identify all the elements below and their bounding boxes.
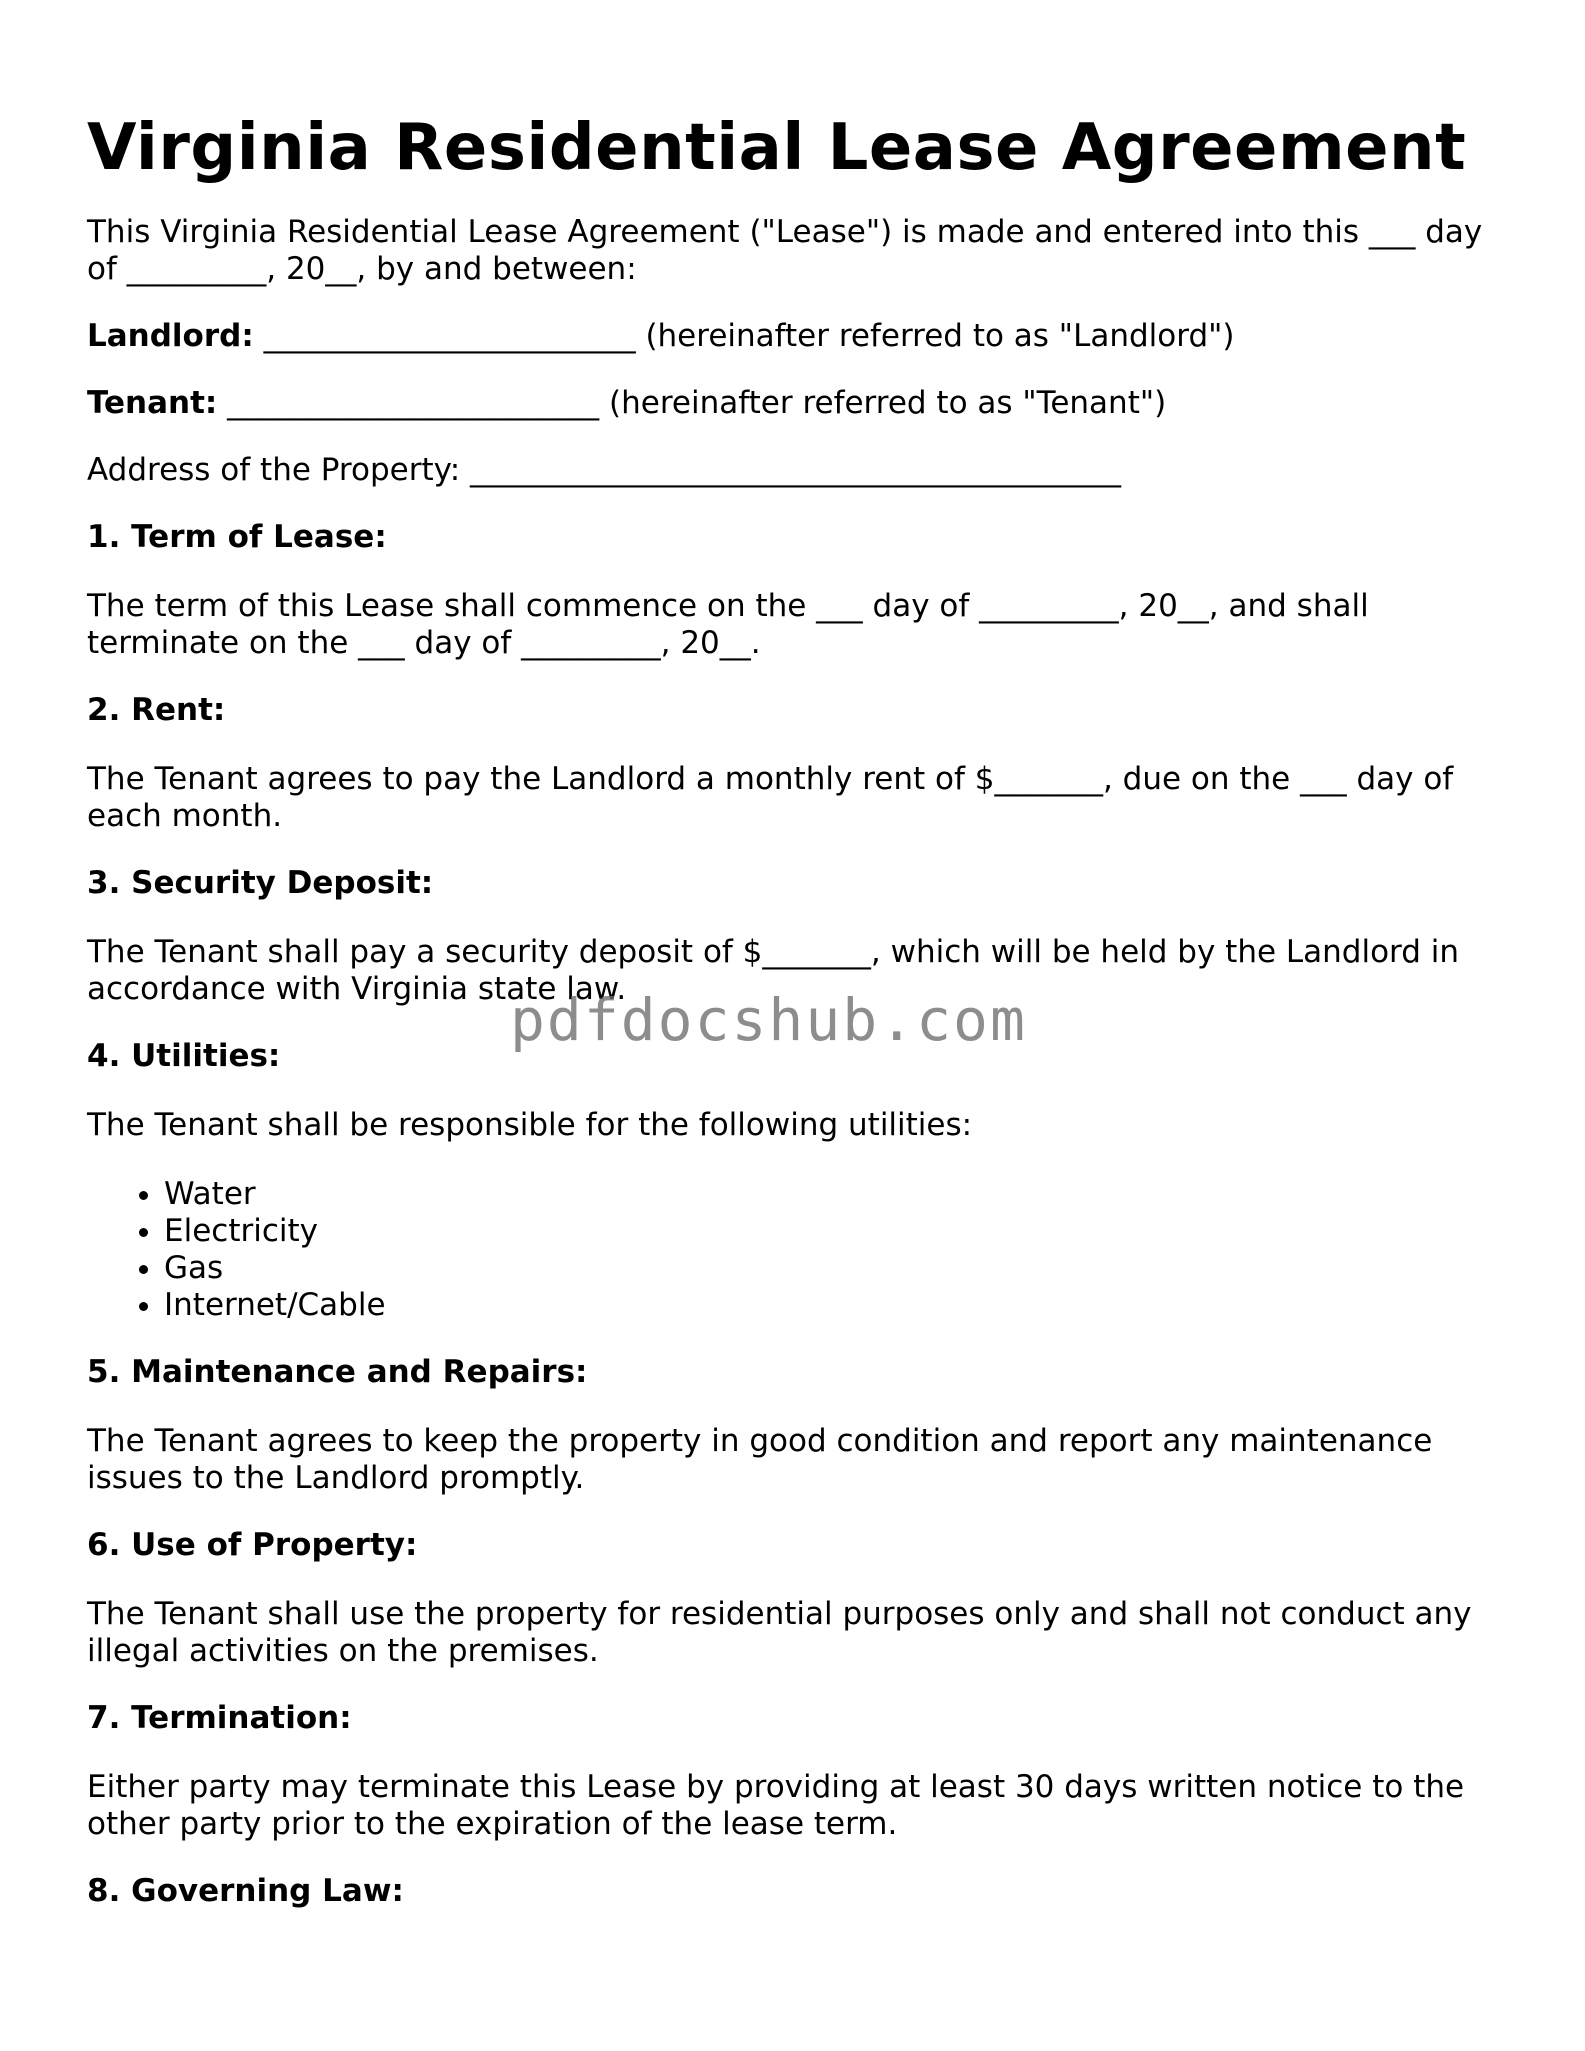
section-heading-utilities: 4. Utilities: — [87, 1038, 281, 1074]
section-body-maintenance: The Tenant agrees to keep the property in good condition and report any maintenance issues to the Landlord promptly. — [87, 1423, 1433, 1496]
section-heading-use-of-property: 6. Use of Property: — [87, 1527, 418, 1563]
section-heading-governing-law: 8. Governing Law: — [87, 1873, 404, 1909]
property-address-line: Address of the Property: __________________________________________ — [87, 452, 1121, 488]
intro-paragraph: This Virginia Residential Lease Agreement ("Lease") is made and entered into this ___ day of _________, 20__, by and between: — [87, 214, 1483, 287]
section-body-term: The term of this Lease shall commence on the ___ day of _________, 20__, and shall terminate on the ___ day of _________, 20__. — [87, 588, 1369, 661]
landlord-text: ________________________ (hereinafter referred to as "Landlord") — [253, 318, 1235, 354]
section-body-utilities: The Tenant shall be responsible for the following utilities: — [87, 1107, 973, 1143]
section-body-termination: Either party may terminate this Lease by providing at least 30 days written notice to the other party prior to the expiration of the lease term. — [87, 1769, 1465, 1842]
landlord-line — [87, 318, 1497, 355]
utilities-list — [87, 1176, 1497, 1324]
section-heading-security-deposit: 3. Security Deposit: — [87, 865, 434, 901]
landlord-label: Landlord: — [87, 318, 254, 354]
list-item: • Internet/Cable — [164, 1287, 1497, 1324]
page-title: Virginia Residential Lease Agreement — [87, 111, 1467, 185]
tenant-label: Tenant: — [87, 385, 218, 421]
tenant-text: ________________________ (hereinafter referred to as "Tenant") — [217, 385, 1167, 421]
document-page — [87, 0, 1497, 1910]
watermark: pdfdocshub.com — [510, 986, 1027, 1054]
section-body-rent: The Tenant agrees to pay the Landlord a monthly rent of $_______, due on the ___ day of each month. — [87, 761, 1454, 834]
section-heading-rent: 2. Rent: — [87, 692, 226, 728]
list-item: • Gas — [164, 1250, 1497, 1287]
tenant-line — [87, 385, 1497, 422]
section-heading-maintenance: 5. Maintenance and Repairs: — [87, 1354, 588, 1390]
section-body-security-deposit: The Tenant shall pay a security deposit of $_______, which will be held by the Landlord in accordance with Virginia state law. — [87, 934, 1460, 1007]
section-heading-term: 1. Term of Lease: — [87, 519, 387, 555]
section-body-use-of-property: The Tenant shall use the property for residential purposes only and shall not conduct any illegal activities on the premises. — [87, 1596, 1472, 1669]
list-item: • Electricity — [164, 1213, 1497, 1250]
section-heading-termination: 7. Termination: — [87, 1700, 352, 1736]
list-item: • Water — [164, 1176, 1497, 1213]
